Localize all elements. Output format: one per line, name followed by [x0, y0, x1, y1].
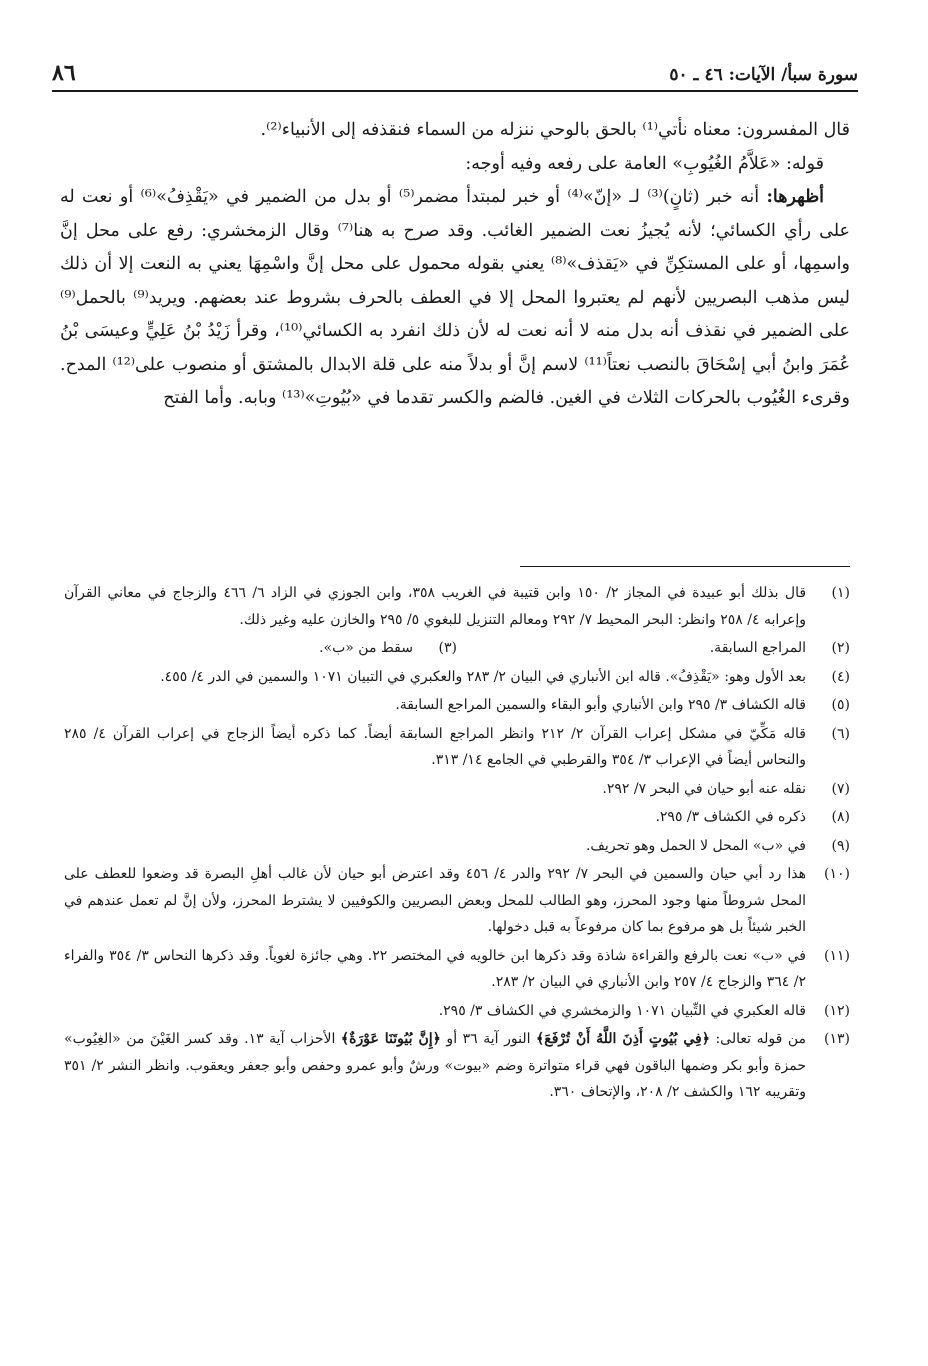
footnote: [64, 833, 850, 860]
quran-verse: ﴿إِنَّ بُيُوتَنَا عَوْرَةٌ﴾: [340, 1031, 441, 1047]
footnote-number: (٤): [831, 668, 850, 685]
footnote-rest: الأحزاب آية ١٣. وقد كسر الغَيْنَ من «الغِيُوب» حمزة وأبو بكر وضمها الباقون فهي قراء متواترة وضم «بيوت» ورشٌ وأبو عمرو وحفص وأبو جعفر ويعقوب. وانظر النشر ٢/ ٣٥١ وتقريبه ١٦٢ والكشف ٢/ ٢٠٨، والإتحاف ٣٦٠.: [64, 1031, 806, 1100]
paragraph-3-body: أنه خبر (ثانٍ)⁽³⁾ لـ «إنّ»⁽⁴⁾ أو خبر لمبتدأ مضمر⁽⁵⁾ أو بدل من الضمير في «يَقْذِفُ»⁽⁶⁾ أو نعت له على رأي الكسائي؛ لأنه يُجيزُ نعت الضمير الغائب. وقد صرح به هنا⁽⁷⁾ وقال الزمخشري: رفع على محل إنَّ واسمِها، أو على المستكِنِّ في «يَقذف»⁽⁸⁾ يعني بقوله محمول على محل إنَّ واسْمِهَا يعني به النعت إلا أن ذلك ليس مذهب البصريين لأنهم لم يعتبروا المحل إلا في العطف بالحرف بشروط عند بعضهم. ويريد⁽⁹⁾ بالحمل⁽⁹⁾ على الضمير في نقذف أنه بدل منه لا أنه نعت له لأن ذلك انفرد به الكسائي⁽¹⁰⁾، وقرأ زَيْدُ بْنُ عَلِيٍّ وعيسَى بْنُ عُمَرَ وابنُ أبي إسْحَاقَ بالنصب نعتاً⁽¹¹⁾ لاسم إنَّ أو بدلاً منه على قلة الابدال بالمشتق أو منصوب على⁽¹²⁾ المدح. وقرىء الغُيُوب بالحركات الثلاث في الغين. فالضم والكسر تقدما في «بُيُوتِ»⁽¹³⁾ وبابه. وأما الفتح: [60, 187, 851, 408]
footnote-number: (١١): [824, 947, 850, 964]
footnote-text: قاله مَكِّيّ في مشكل إعراب القرآن ٢/ ٢١٢ وانظر المراجع السابقة أيضاً. كما ذكره أيضاً الزجاج في إعراب القرآن ٤/ ٢٨٥ والنحاس أيضاً في الإعراب ٣/ ٣٥٤ والقرطبي في الجامع ١٤/ ٣١٣.: [64, 725, 806, 768]
footnote: [64, 998, 850, 1025]
paragraph-1: قال المفسرون: معناه نأتي⁽¹⁾ بالحق بالوحي ننزله من السماء فنقذفه إلى الأنبياء⁽²⁾.: [260, 120, 850, 140]
footnote-text: قاله العكبري في التِّبيان ١٠٧١ والزمخشري في الكشاف ٣/ ٢٩٥.: [438, 1002, 806, 1019]
footnote-text: المراجع السابقة.: [709, 640, 806, 656]
footnote-text: بعد الأول وهو: «يَقْذِفُ». قاله ابن الأنباري في البيان ٢/ ٢٨٣ والعكبري في التبيان ١٠٧١ والسمين في الدر ٤/ ٤٥٥.: [160, 668, 806, 685]
footnote-text: [64, 1026, 806, 1106]
footnote-text: قاله الكشاف ٣/ ٢٩٥ وابن الأنباري وأبو البقاء والسمين المراجع السابقة.: [395, 697, 806, 713]
footnote-number: (٥): [831, 697, 850, 713]
paragraph-3: [60, 181, 850, 416]
footnote-number: (٦): [831, 725, 850, 742]
footnotes: [64, 580, 850, 1108]
footnote-number: (٨): [831, 809, 850, 825]
quran-verse: ﴿فِي بُيُوتٍ أَذِنَ اللَّهُ أَنْ تُرْفَعَ﴾: [536, 1031, 710, 1047]
footnote-text: قال بذلك أبو عبيدة في المجاز ٢/ ١٥٠ وابن قتيبة في الغريب ٣٥٨، وابن الجوزي في الزاد ٦/ ٤٦٦ والزجاج في معاني القرآن وإعرابه ٤/ ٢٥٨ وانظر: البحر المحيط ٧/ ٢٩٢ ومعالم التنزيل للبغوي ٥/ ٢٩٥ والخازن عليه وغير ذلك.: [64, 585, 807, 628]
footnote-text: سقط من «ب».: [319, 640, 413, 656]
footnote-text: في «ب» نعت بالرفع والقراءة شاذة وقد ذكرها ابن خالويه في المختصر ٢٢. وهي جائزة لغوياً. وقد ذكرها النحاس ٣/ ٣٥٤ والفراء ٢/ ٣٦٤ والزجاج ٤/ ٢٥٧ وابن الأنباري في البيان ٢/ ٢٨٣.: [64, 947, 806, 990]
footnote-text: نقله عنه أبو حيان في البحر ٧/ ٢٩٢.: [602, 780, 806, 797]
footnote: [64, 664, 850, 691]
footnote-number: (١٠): [824, 866, 850, 882]
footnote: [64, 861, 850, 941]
running-title: سورة سبأ/ الآيات: ٤٦ ـ ٥٠: [669, 65, 858, 85]
footnote: [64, 721, 850, 774]
footnote-number: (٢): [831, 640, 850, 656]
footnote: [64, 943, 850, 996]
footnote-text: هذا رد أبي حيان والسمين في البحر ٧/ ٢٩٢ والدر ٤/ ٤٥٦ وقد اعترض أبو حيان لأن غالب أهلِ البصرة قد وضعوا للعطف على المحل شروطاً منها وجود المحرز، وهو الطالب للمحل وبعض البصريين والكوفيين لا يشترط المحرز، ولأن إنَّ لم تعمل عندهم في الخبر شيئاً بل هو مرفوع بما كان مرفوعاً به قبل دخولها.: [64, 866, 806, 935]
footnote-text: في «ب» المحل لا الحمل وهو تحريف.: [585, 837, 806, 854]
footnote-pair: [64, 635, 850, 662]
footnote: [64, 635, 457, 662]
footnote: [457, 635, 850, 662]
footnote-intro: من قوله تعالى:: [709, 1031, 807, 1047]
footnote: [64, 776, 850, 803]
footnote-separator: [520, 566, 850, 567]
paragraph-2: قوله: «عَلاَّمُ الغُيُوبِ» العامة على رفعه وفيه أوجه:: [465, 153, 824, 174]
page-header: [52, 52, 858, 92]
footnote-text: ذكره في الكشاف ٣/ ٢٩٥.: [655, 809, 806, 825]
footnote: [64, 692, 850, 719]
footnote: [64, 1026, 850, 1106]
footnote-number: (٧): [831, 780, 850, 797]
footnote-number: (١٣): [824, 1031, 850, 1047]
footnote-mid: النور آية ٣٦ أو: [440, 1031, 537, 1047]
footnote-number: (١): [831, 585, 850, 601]
page-number: ٨٦: [52, 60, 76, 86]
footnote: [64, 804, 850, 831]
main-text: [60, 114, 850, 416]
footnote: [64, 580, 850, 633]
footnote-number: (١٢): [824, 1002, 850, 1019]
footnote-number: (٩): [831, 837, 850, 854]
paragraph-lead: أظهرها:: [766, 187, 825, 207]
footnote-number: (٣): [438, 640, 457, 656]
